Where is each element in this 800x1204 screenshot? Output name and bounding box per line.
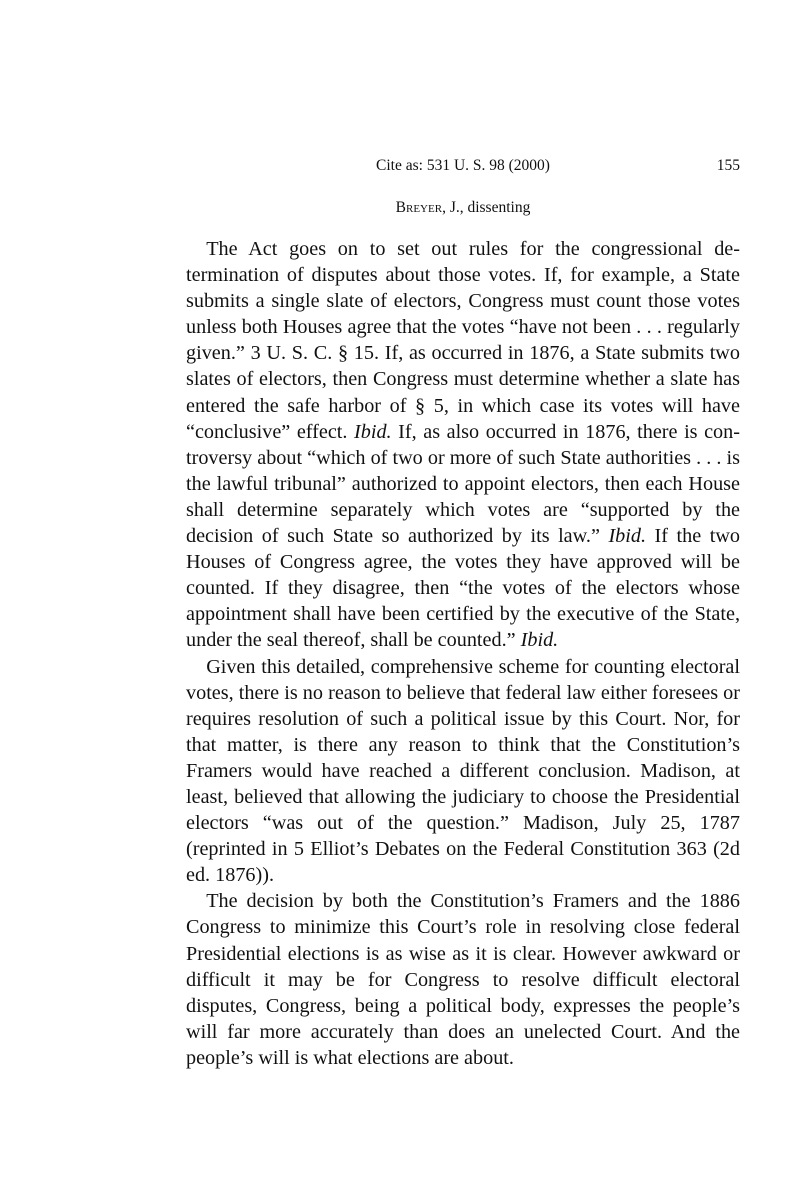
opinion-type: , J., dissenting	[442, 199, 531, 216]
text-segment: The decision by both the Constitution’s Framers and the 1886 Congress to minimize this Court’s role in resolving close federal Presidential elections is as wise as it is clear. However awkward or difficult it may be for Congress to resolve difficult electoral disputes, Congress, being a political body, expresses the people’s will far more accurately than does an unelected Court. And the people’s will is what elections are about.	[186, 890, 740, 1069]
citation-ibid: Ibid.	[354, 420, 392, 443]
paragraph-2	[186, 654, 740, 889]
paragraph-3	[186, 888, 740, 1071]
text-segment: Given this detailed, comprehensive scheme for counting electoral votes, there is no reason to believe that federal law either foresees or requires resolution of such a political issue by this Court. Nor, for that matter, is there any reason to think that the Constitution’s Framers would have reached a different conclusion. Madison, at least, believed that allowing the judiciary to choose the Presidential electors “was out of the question.” Madison, July 25, 1787 (reprinted in 5 Elliot’s Debates on the Federal Constitution 363 (2d ed. 1876)).	[186, 655, 740, 887]
case-citation: Cite as: 531 U. S. 98 (2000)	[376, 157, 550, 174]
citation-ibid: Ibid.	[520, 629, 559, 652]
running-header	[186, 157, 740, 179]
page-number: 155	[716, 157, 740, 174]
citation-ibid: Ibid.	[608, 525, 647, 548]
opinion-author-line	[186, 199, 740, 217]
text-segment: The Act goes on to set out rules for the congressional determination of disputes about those votes. If, for example, a State submits a single slate of electors, Congress must count those votes unless both Houses agree that the votes “have not been . . . regularly given.” 3 U. S. C. § 15. If, as occurred in 1876, a State submits two slates of electors, then Congress must determine whether a slate has entered the safe harbor of § 5, in which case its votes will have “conclusive” effect.	[186, 238, 740, 443]
author-name: Breyer	[395, 199, 443, 216]
opinion-body	[186, 236, 740, 1071]
text-segment: If, as also occurred in 1876, there is controversy about “which of two or more of such State authorities . . . is the lawful tribunal” authorized to appoint electors, then each House shall determine separately which votes are “supported by the decision of such State so authorized by its law.”	[186, 420, 740, 548]
paragraph-1	[186, 236, 740, 654]
text-segment: If the two Houses of Congress agree, the votes they have approved will be counted. If they disagree, then “the votes of the electors whose appointment shall have been certified by the executive of the State, under the seal thereof, shall be counted.”	[186, 525, 740, 652]
